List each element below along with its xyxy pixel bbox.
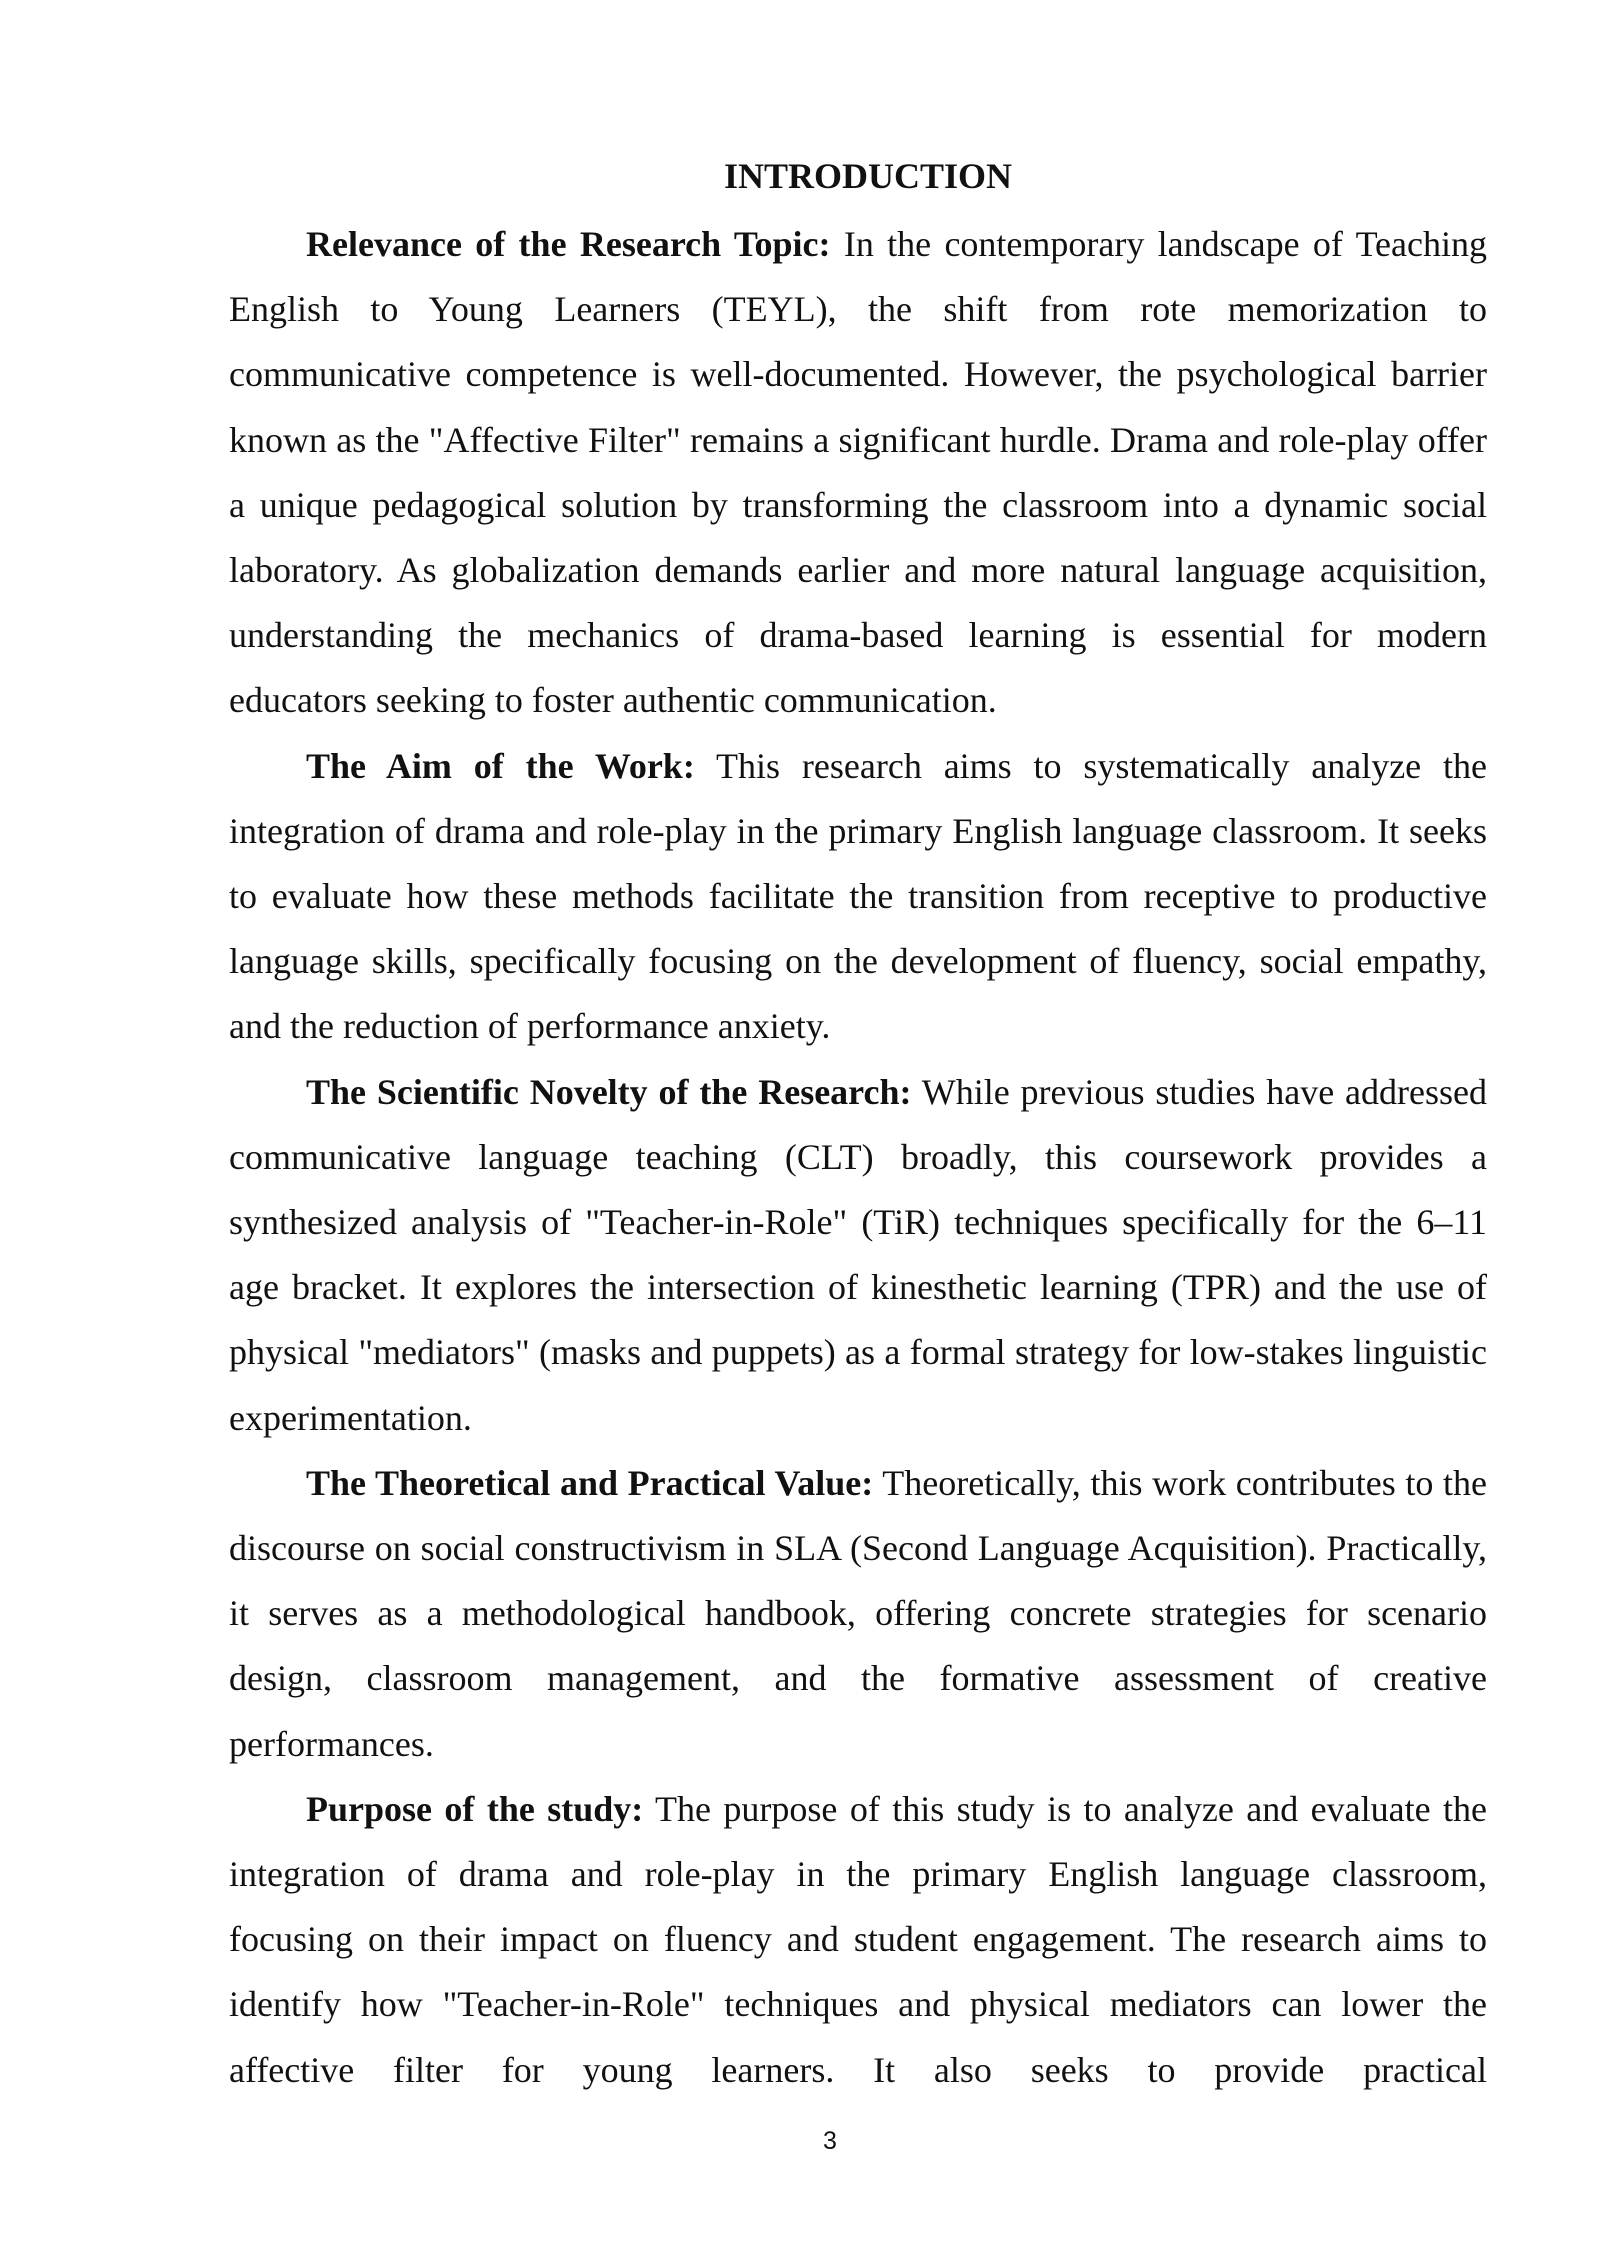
paragraph-lead: The Scientific Novelty of the Research:	[306, 1071, 912, 1112]
paragraph-aim	[229, 734, 1487, 1060]
paragraph-purpose	[229, 1777, 1487, 2103]
paragraph-value	[229, 1451, 1487, 1777]
section-title: INTRODUCTION	[723, 156, 1013, 196]
paragraph-lead: Relevance of the Research Topic:	[306, 224, 831, 264]
paragraph-text: In the contemporary landscape of Teaching English to Young Learners (TEYL), the shift from rote memorization to communicative competence is well-documented. However, the psychological barrier known as the "Affective Filter" remains a significant hurdle. Drama and role-play offer a unique pedagogical solution by transforming the classroom into a dynamic social laboratory. As globalization demands earlier and more natural language acquisition, understanding the mechanics of drama-based learning is essential for modern educators seeking to foster authentic communication.	[229, 224, 1487, 721]
page-number: 3	[823, 2127, 837, 2155]
paragraph-lead: The Aim of the Work:	[306, 745, 695, 786]
paragraph-relevance	[229, 212, 1487, 734]
paragraph-text: Theoretically, this work contributes to the discourse on social constructivism in SLA (Second Language Acquisition). Practically, it serves as a methodological handbook, offering concrete strategies for scenario design, classroom management, and the formative assessment of creative performances.	[229, 1462, 1487, 1764]
paragraph-lead: The Theoretical and Practical Value:	[306, 1462, 874, 1503]
paragraph-text: This research aims to systematically analyze the integration of drama and role-play in the primary English language classroom. It seeks to evaluate how these methods facilitate the transition from receptive to productive language skills, specifically focusing on the development of fluency, social empathy, and the reduction of performance anxiety.	[229, 745, 1488, 1047]
paragraph-text: While previous studies have addressed communicative language teaching (CLT) broadly, this coursework provides a synthesized analysis of "Teacher-in-Role" (TiR) techniques specifically for the 6–11 age bracket. It explores the intersection of kinesthetic learning (TPR) and the use of physical "mediators" (masks and puppets) as a formal strategy for low-stakes linguistic experimentation.	[229, 1071, 1487, 1438]
paragraph-text: The purpose of this study is to analyze and evaluate the integration of drama and role-play in the primary English language classroom, focusing on their impact on fluency and student engagement. The research aims to identify how "Teacher-in-Role" techniques and physical mediators can lower the affective filter for young learners. It also seeks to provide practical	[229, 1788, 1487, 2090]
paragraph-novelty	[229, 1060, 1487, 1451]
page-content	[229, 150, 1487, 2103]
paragraph-lead: Purpose of the study:	[306, 1788, 644, 1829]
